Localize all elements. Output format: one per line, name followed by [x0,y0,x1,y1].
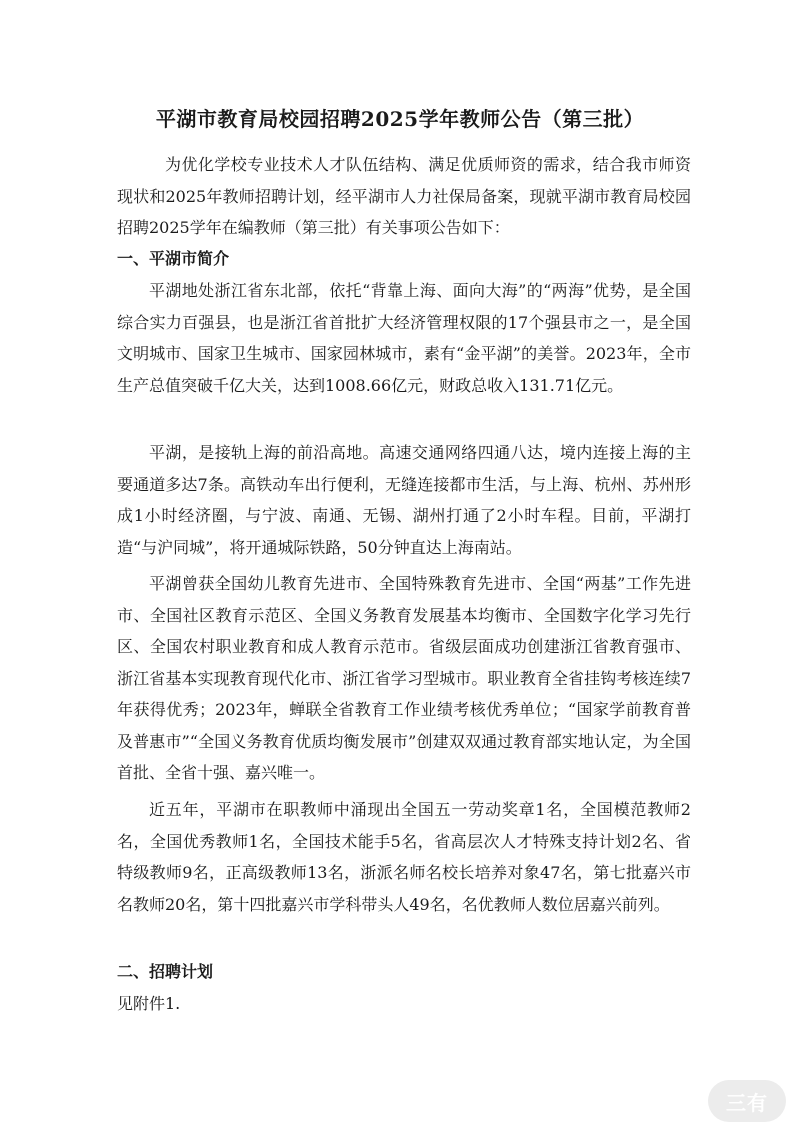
watermark-logo: 三有 [708,1080,786,1122]
section2-heading: 二、招聘计划 [117,962,214,981]
section2-text: 见附件1. [117,994,181,1013]
section1-paragraph-4: 近五年，平湖市在职教师中涌现出全国五一劳动奖章1名，全国模范教师2名，全国优秀教师1名，全国技术能手5名，省高层次人才特殊支持计划2名、省特级教师9名，正高级教师13名，浙派名师名校长培养对象47名，第七批嘉兴市名教师20名，第十四批嘉兴市学科带头人49名，名优教师人数位居嘉兴前列。 [117,800,691,914]
intro-paragraph: 为优化学校专业技术人才队伍结构、满足优质师资的需求，结合我市师资现状和2025年教师招聘计划，经平湖市人力社保局备案，现就平湖市教育局校园招聘2025学年在编教师（第三批）有关事项公告如下： [117,155,691,237]
document-title: 平湖市教育局校园招聘2025学年教师公告（第三批） [155,107,645,131]
section1-paragraph-2: 平湖，是接轨上海的前沿高地。高速交通网络四通八达，境内连接上海的主要通道多达7条。高铁动车出行便利，无缝连接都市生活，与上海、杭州、苏州形成1小时经济圈，与宁波、南通、无锡、湖州打通了2小时车程。目前，平湖打造“与沪同城”，将开通城际铁路，50分钟直达上海南站。 [117,443,691,557]
section1-paragraph-3: 平湖曾获全国幼儿教育先进市、全国特殊教育先进市、全国“两基”工作先进市、全国社区教育示范区、全国义务教育发展基本均衡市、全国数字化学习先行区、全国农村职业教育和成人教育示范市。省级层面成功创建浙江省教育强市、浙江省基本实现教育现代化市、浙江省学习型城市。职业教育全省挂钩考核连续7年获得优秀；2023年，蝉联全省教育工作业绩考核优秀单位；“国家学前教育普及普惠市”“全国义务教育优质均衡发展市”创建双双通过教育部实地认定，为全国首批、全省十强、嘉兴唯一。 [117,574,691,782]
section1-heading: 一、平湖市简介 [117,249,230,268]
section1-paragraph-1: 平湖地处浙江省东北部，依托“背靠上海、面向大海”的“两海”优势，是全国综合实力百强县，也是浙江省首批扩大经济管理权限的17个强县市之一，是全国文明城市、国家卫生城市、国家园林城市，素有“金平湖”的美誉。2023年，全市生产总值突破千亿大关，达到1008.66亿元，财政总收入131.71亿元。 [117,281,691,395]
